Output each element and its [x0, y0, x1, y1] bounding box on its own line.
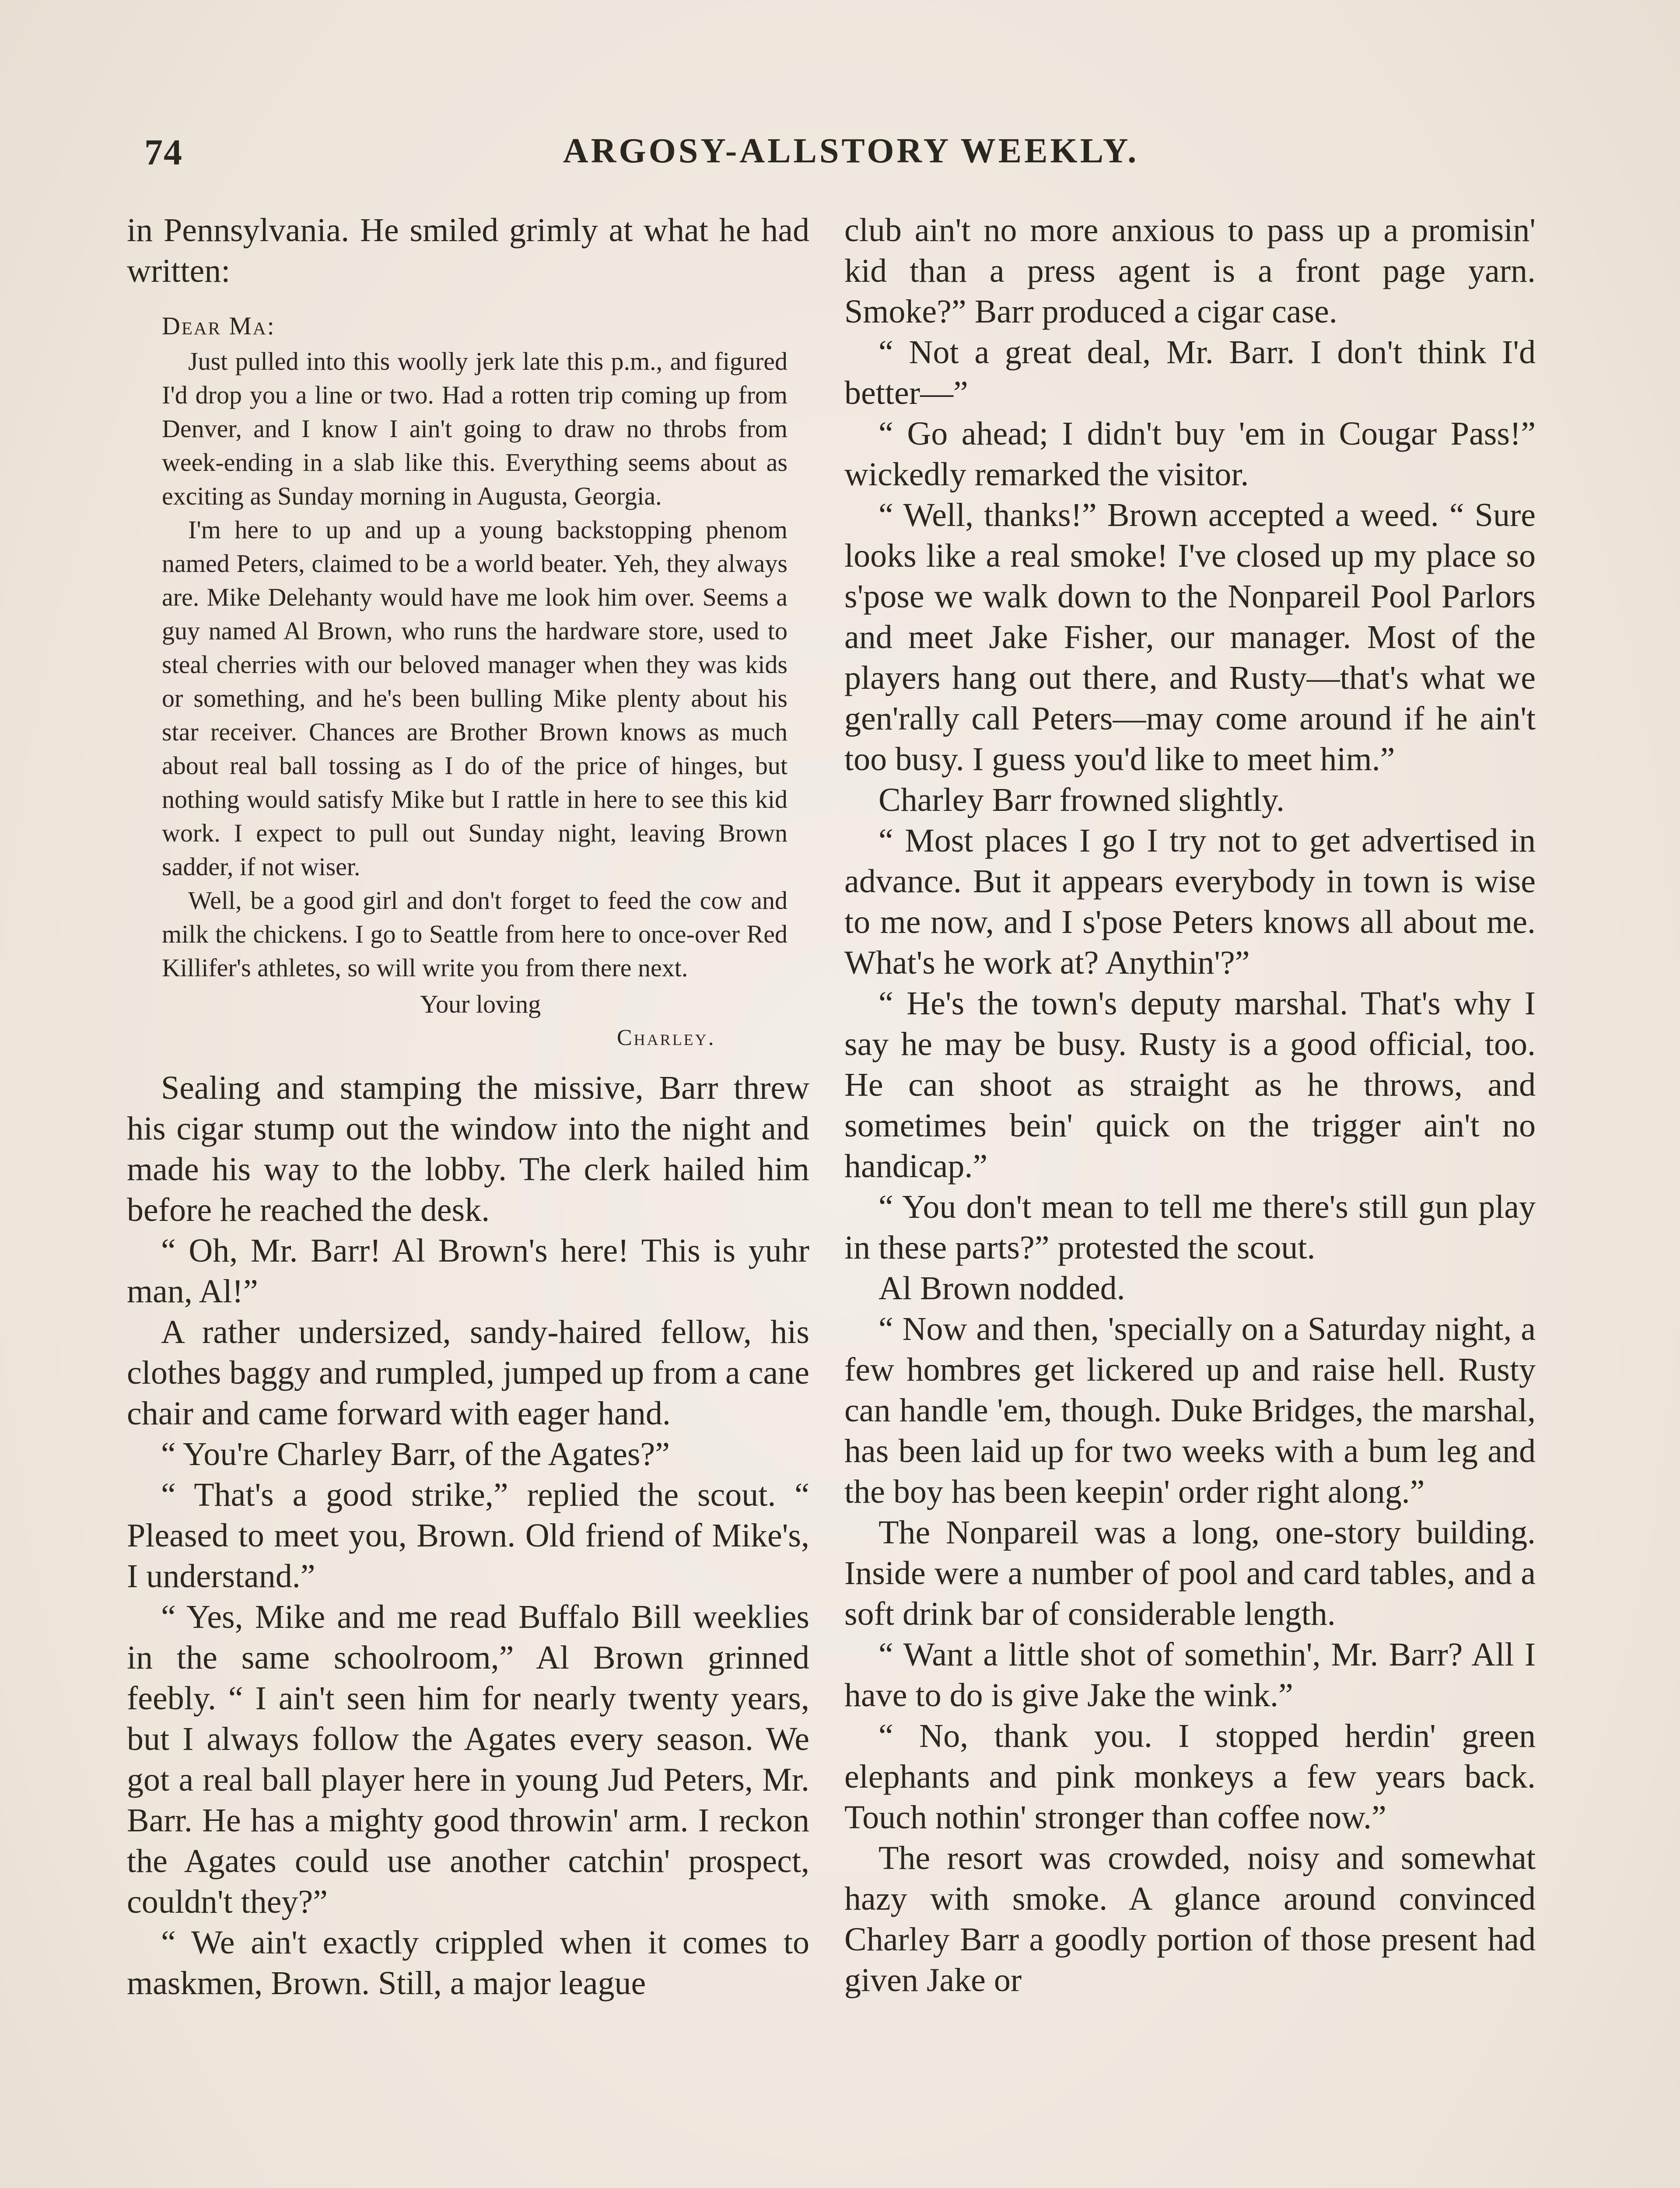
paragraph: “ You're Charley Barr, of the Agates?” — [161, 1436, 670, 1473]
paragraph: “ Oh, Mr. Barr! Al Brown's here! This is yuhr man, Al!” — [127, 1232, 809, 1310]
paragraph: “ You don't mean to tell me there's still gun play in these parts?” protested the scout. — [844, 1189, 1536, 1266]
letter-signature: Charley. — [617, 1025, 716, 1050]
paragraph: “ That's a good strike,” replied the scout. “ Pleased to meet you, Brown. Old friend of Mike's, I understand.” — [127, 1476, 809, 1595]
letter-salutation: Dear Ma: — [162, 312, 276, 340]
paragraph: “ Yes, Mike and me read Buffalo Bill weeklies in the same schoolroom,” Al Brown grinned feebly. “ I ain't seen him for nearly twenty years, but I always follow the Agates every season. We got a real ball player here in young Jud Peters, Mr. Barr. He has a mighty good throwin' arm. I reckon the Agates could use another catchin' prospect, couldn't they?” — [127, 1599, 809, 1920]
right-column — [844, 210, 1536, 2188]
page-header — [131, 131, 1571, 184]
letter-paragraph: Just pulled into this woolly jerk late this p.m., and figured I'd drop you a line or two. Had a rotten trip coming up from Denver, and I know I ain't going to draw no throbs from week-ending in a slab like this. Everything seems about as exciting as Sunday morning in Augusta, Georgia. — [162, 347, 788, 510]
letter-paragraph: I'm here to up and up a young backstopping phenom named Peters, claimed to be a world beater. Yeh, they always are. Mike Delehanty would have me look him over. Seems a guy named Al Brown, who runs the hardware store, used to steal cherries with our beloved manager when they was kids or something, and he's been bulling Mike plenty about his star receiver. Chances are Brother Brown knows as much about real ball tossing as I do of the price of hinges, but nothing would satisfy Mike but I rattle in here to see this kid work. I expect to pull out Sunday night, leaving Brown sadder, if not wiser. — [162, 515, 788, 881]
paragraph: “ Most places I go I try not to get advertised in advance. But it appears everybody in town is wise to me now, and I s'pose Peters knows all about me. What's he work at? Anythin'?” — [844, 822, 1536, 981]
paragraph: “ Now and then, 'specially on a Saturday night, a few hombres get lickered up and raise hell. Rusty can handle 'em, though. Duke Bridges, the marshal, has been laid up for two weeks with a bum leg and the boy has been keepin' order right along.” — [844, 1311, 1536, 1510]
paragraph: Sealing and stamping the missive, Barr threw his cigar stump out the window into the night and made his way to the lobby. The clerk hailed him before he reached the desk. — [127, 1069, 809, 1228]
paragraph: “ Go ahead; I didn't buy 'em in Cougar Pass!” wickedly remarked the visitor. — [844, 415, 1536, 493]
letter-block — [162, 309, 788, 1055]
paragraph: “ Well, thanks!” Brown accepted a weed. “ Sure looks like a real smoke! I've closed up my place so s'pose we walk down to the Nonpareil Pool Parlors and meet Jake Fisher, our manager. Most of the players hang out there, and Rusty—that's what we gen'rally call Peters—may come around if he ain't too busy. I guess you'd like to meet him.” — [844, 497, 1536, 778]
paragraph: Al Brown nodded. — [878, 1270, 1125, 1307]
paragraph: club ain't no more anxious to pass up a promisin' kid than a press agent is a front page yarn. Smoke?” Barr produced a cigar case. — [844, 212, 1536, 330]
paragraph: in Pennsylvania. He smiled grimly at what he had written: — [127, 212, 809, 289]
paragraph: “ Want a little shot of somethin', Mr. Barr? All I have to do is give Jake the wink.” — [844, 1636, 1536, 1714]
paragraph: “ No, thank you. I stopped herdin' green elephants and pink monkeys a few years back. Touch nothin' stronger than coffee now.” — [844, 1718, 1536, 1836]
letter-closing: Your loving — [420, 990, 541, 1018]
paragraph: “ We ain't exactly crippled when it comes to maskmen, Brown. Still, a major league — [127, 1924, 809, 2002]
paragraph: “ Not a great deal, Mr. Barr. I don't think I'd better—” — [844, 334, 1536, 411]
left-column — [127, 210, 809, 2188]
paragraph: A rather undersized, sandy-haired fellow, his clothes baggy and rumpled, jumped up from a cane chair and came forward with eager hand. — [127, 1314, 809, 1432]
paragraph: Charley Barr frowned slightly. — [878, 782, 1284, 818]
paragraph: “ He's the town's deputy marshal. That's why I say he may be busy. Rusty is a good official, too. He can shoot as straight as he throws, and sometimes bein' quick on the trigger ain't no handicap.” — [844, 985, 1536, 1185]
paragraph: The resort was crowded, noisy and somewhat hazy with smoke. A glance around convinced Charley Barr a goodly portion of those present had given Jake or — [844, 1840, 1536, 1999]
page-number: 74 — [144, 132, 183, 173]
letter-paragraph: Well, be a good girl and don't forget to feed the cow and milk the chickens. I go to Seattle from here to once-over Red Killifer's athletes, so will write you from there next. — [162, 886, 788, 982]
running-title: ARGOSY-ALLSTORY WEEKLY. — [563, 132, 1139, 170]
paragraph: The Nonpareil was a long, one-story building. Inside were a number of pool and card tables, and a soft drink bar of considerable length. — [844, 1514, 1536, 1632]
